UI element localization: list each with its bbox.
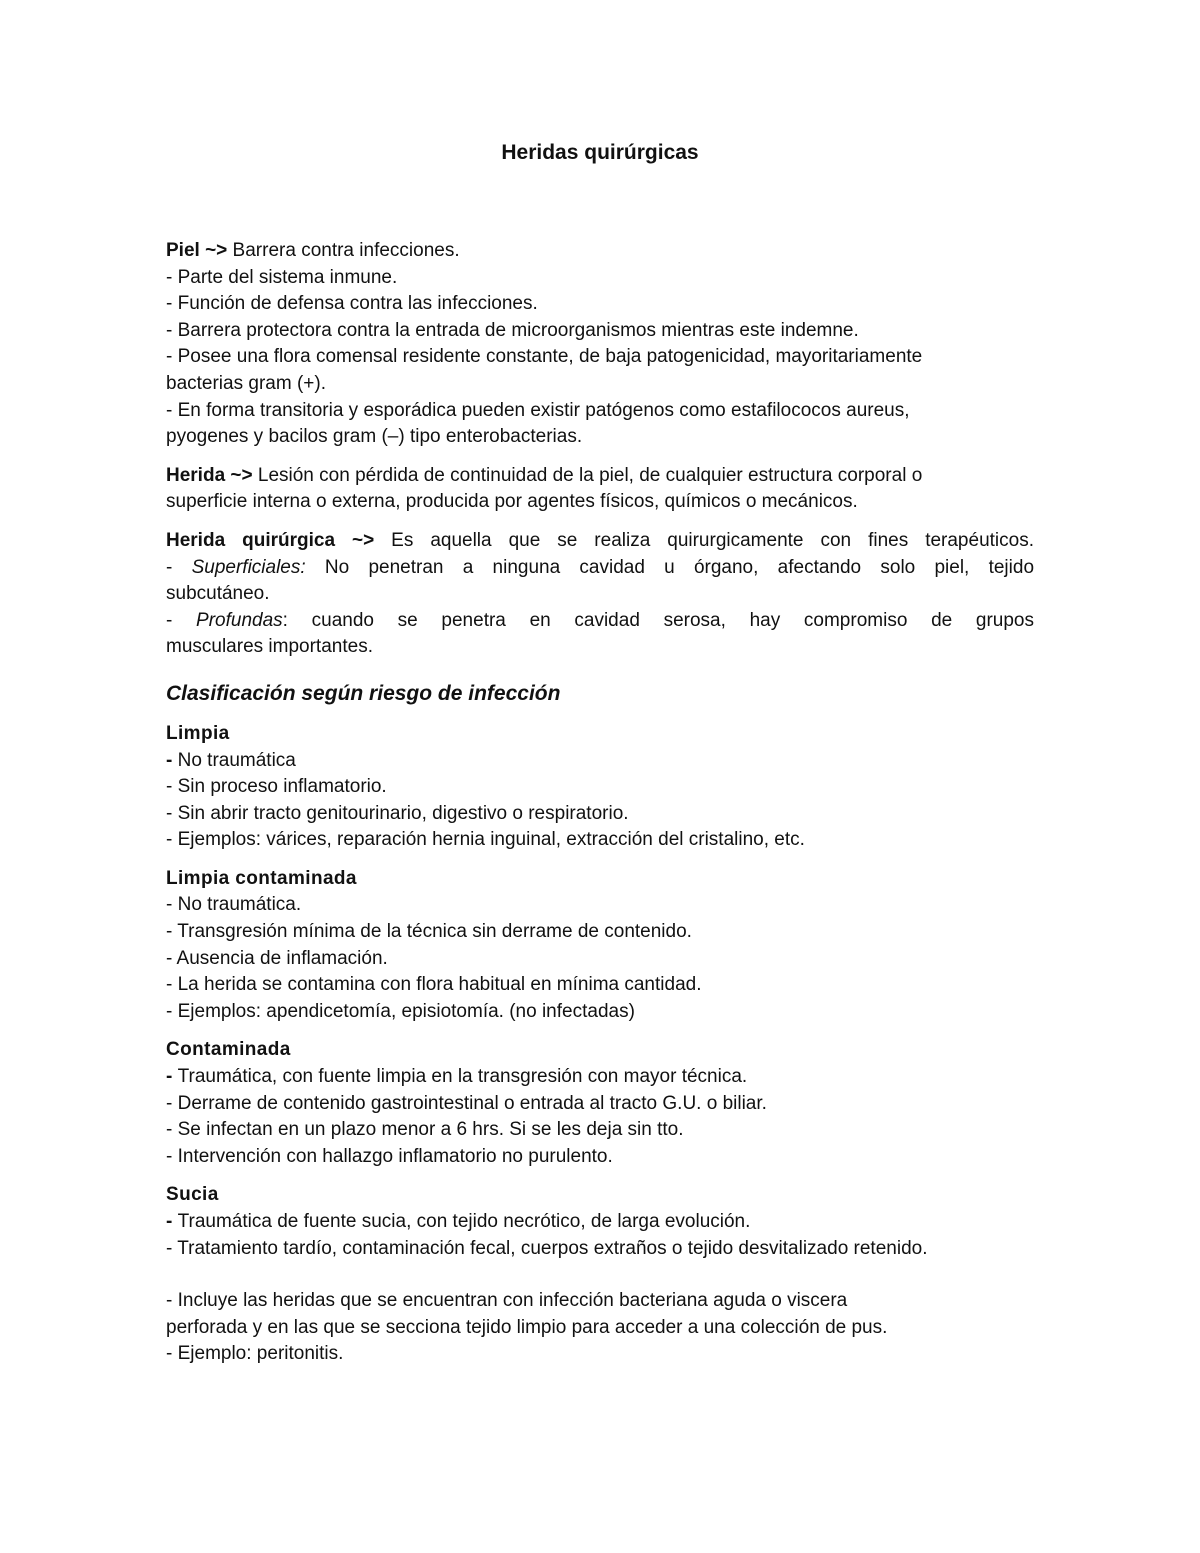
- limpia-line: - Sin proceso inflamatorio.: [166, 776, 387, 798]
- blank-line: [166, 1262, 1034, 1288]
- clasificacion-heading: Clasificación según riesgo de infección: [166, 681, 561, 705]
- herida-paragraph: [166, 463, 1034, 516]
- piel-definition: Barrera contra infecciones.: [227, 240, 460, 261]
- sucia-line: [166, 1209, 1034, 1236]
- herida-quirurgica-paragraph: [166, 528, 1034, 661]
- profundas-dash: -: [166, 609, 197, 631]
- sucia-extra-line: - Incluye las heridas que se encuentran con infección bacteriana aguda o viscera: [166, 1290, 848, 1312]
- limpia-contaminada-line: - Transgresión mínima de la técnica sin derrame de contenido.: [166, 921, 692, 943]
- limpia-contaminada-line: - Ausencia de inflamación.: [166, 947, 388, 969]
- contaminada-line: - Derrame de contenido gastrointestinal o entrada al tracto G.U. o biliar.: [166, 1092, 767, 1114]
- superficiales-line-2: subcutáneo.: [166, 583, 270, 605]
- limpia-heading: Limpia: [166, 722, 230, 744]
- herida-quirurgica-definition: Es aquella que se realiza quirurgicamente con fines terapéuticos.: [374, 529, 1034, 551]
- piel-line: - Función de defensa contra las infecciones.: [166, 293, 538, 315]
- limpia-line: - Ejemplos: várices, reparación hernia inguinal, extracción del cristalino, etc.: [166, 829, 805, 851]
- piel-line: - En forma transitoria y esporádica pueden existir patógenos como estafilococos aureus,: [166, 399, 910, 421]
- bold-dash: -: [166, 1211, 178, 1232]
- profundas-line-2: musculares importantes.: [166, 636, 373, 658]
- document-title: Heridas quirúrgicas: [501, 141, 699, 164]
- contaminada-line-text: Traumática, con fuente limpia en la transgresión con mayor técnica.: [177, 1066, 748, 1088]
- limpia-contaminada-block: [166, 866, 1034, 1026]
- limpia-line: [166, 748, 1034, 775]
- piel-line: - Parte del sistema inmune.: [166, 266, 398, 288]
- limpia-contaminada-heading: Limpia contaminada: [166, 867, 357, 889]
- sucia-extra-line: - Ejemplo: peritonitis.: [166, 1343, 344, 1365]
- piel-paragraph: [166, 238, 1034, 451]
- superficiales-label: Superficiales:: [191, 556, 306, 578]
- bold-dash: -: [166, 1066, 178, 1088]
- contaminada-line: - Intervención con hallazgo inflamatorio no purulento.: [166, 1145, 613, 1167]
- herida-definition-1: Lesión con pérdida de continuidad de la piel, de cualquier estructura corporal o: [252, 464, 923, 486]
- limpia-line: - Sin abrir tracto genitourinario, digestivo o respiratorio.: [166, 802, 629, 824]
- herida-first-line: [166, 463, 1034, 490]
- sucia-block: [166, 1182, 1034, 1368]
- superficiales-line: [166, 555, 1034, 582]
- profundas-label: Profundas: [196, 609, 283, 631]
- profundas-line: [166, 608, 1034, 635]
- piel-first-line: [166, 238, 1034, 265]
- sucia-line: - Tratamiento tardío, contaminación fecal, cuerpos extraños o tejido desvitalizado retenido.: [166, 1237, 928, 1259]
- contaminada-line: [166, 1064, 1034, 1091]
- sucia-heading: Sucia: [166, 1184, 219, 1206]
- limpia-line-text: No traumática: [177, 749, 296, 771]
- herida-definition-2: superficie interna o externa, producida por agentes físicos, químicos o mecánicos.: [166, 491, 858, 513]
- superficiales-dash: -: [166, 556, 192, 578]
- sucia-extra-line: perforada y en las que se secciona tejido limpio para acceder a una colección de pus.: [166, 1316, 888, 1338]
- sucia-line-text: Traumática de fuente sucia, con tejido necrótico, de larga evolución.: [177, 1211, 751, 1232]
- piel-line: bacterias gram (+).: [166, 372, 326, 394]
- profundas-text: : cuando se penetra en cavidad serosa, hay compromiso de grupos: [282, 609, 1035, 631]
- document-page: [166, 138, 1034, 1380]
- limpia-contaminada-line: - Ejemplos: apendicetomía, episiotomía. (no infectadas): [166, 1000, 635, 1022]
- herida-quirurgica-term: Herida quirúrgica ~>: [166, 529, 375, 551]
- limpia-contaminada-line: - No traumática.: [166, 894, 302, 916]
- superficiales-text: No penetran a ninguna cavidad u órgano, afectando solo piel, tejido: [305, 556, 1035, 578]
- piel-term: Piel ~>: [166, 240, 228, 261]
- contaminada-block: [166, 1037, 1034, 1170]
- limpia-contaminada-line: - La herida se contamina con flora habitual en mínima cantidad.: [166, 974, 702, 996]
- piel-line: - Posee una flora comensal residente constante, de baja patogenicidad, mayoritariamente: [166, 346, 923, 368]
- limpia-block: [166, 721, 1034, 854]
- contaminada-line: - Se infectan en un plazo menor a 6 hrs. Si se les deja sin tto.: [166, 1119, 684, 1141]
- piel-line: pyogenes y bacilos gram (–) tipo enterobacterias.: [166, 426, 583, 448]
- piel-line: - Barrera protectora contra la entrada de microorganismos mientras este indemne.: [166, 319, 859, 341]
- contaminada-heading: Contaminada: [166, 1039, 291, 1061]
- bold-dash: -: [166, 749, 178, 771]
- herida-quirurgica-first-line: [166, 528, 1034, 555]
- herida-term: Herida ~>: [166, 464, 253, 486]
